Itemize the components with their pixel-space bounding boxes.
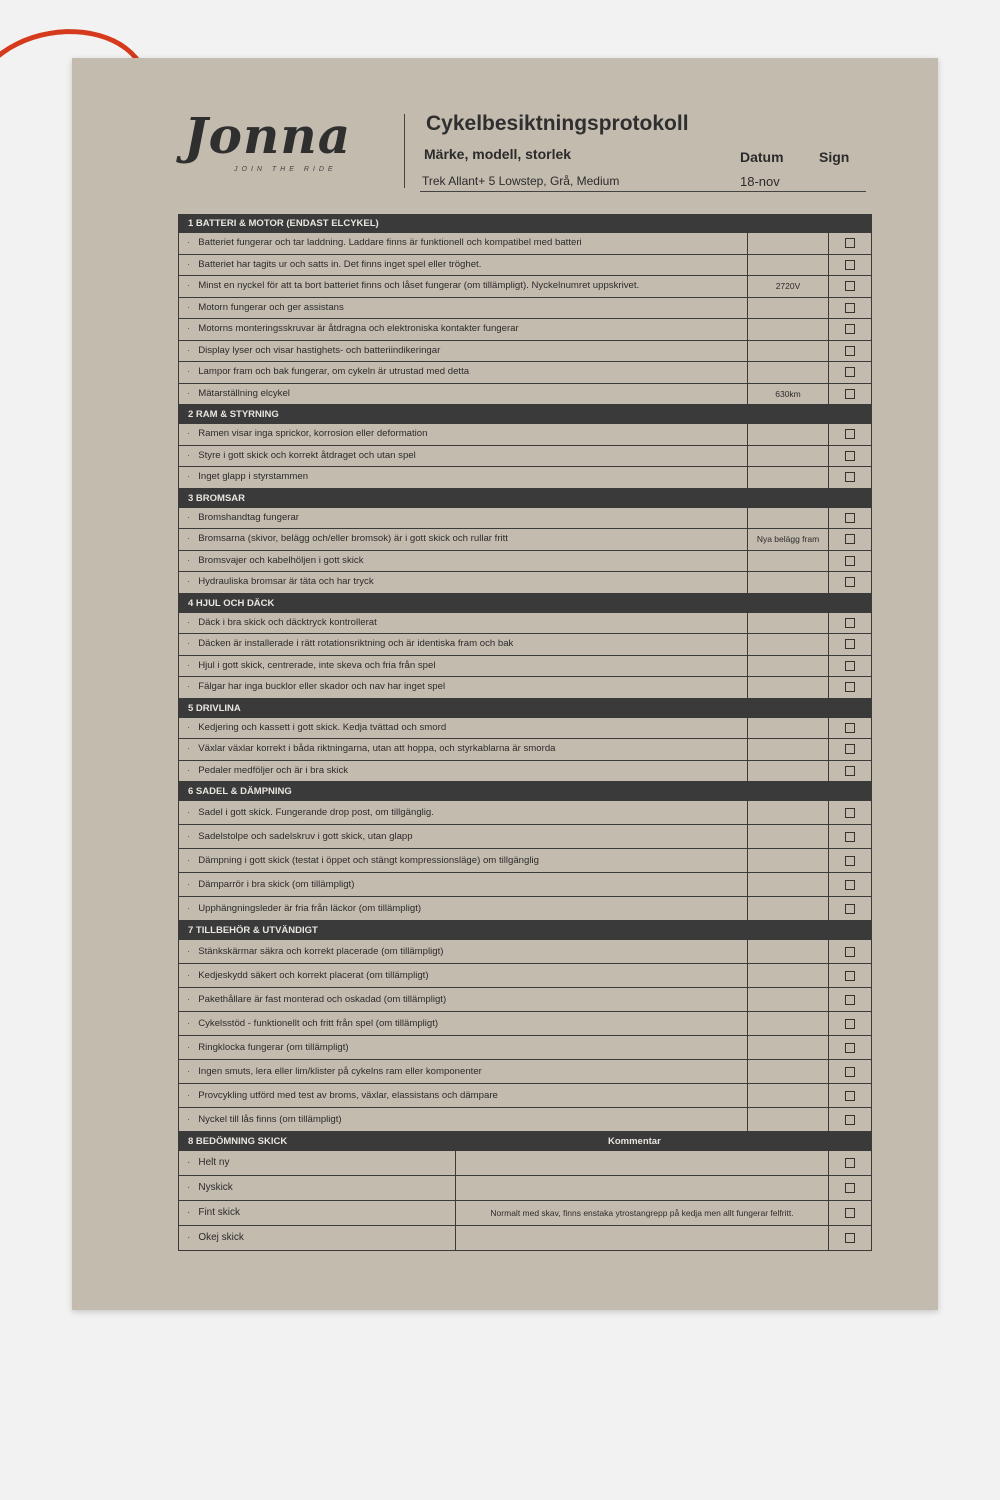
checklist-item-text: · Provcykling utförd med test av broms, växlar, elassistans och dämpare xyxy=(179,1084,748,1107)
checklist-item-text: · Inget glapp i styrstammen xyxy=(179,467,748,488)
checklist-checkbox-cell xyxy=(829,801,872,824)
checklist-row xyxy=(178,634,872,656)
section-header: 3 BROMSAR xyxy=(178,489,872,508)
checklist-item-text: · Mätarställning elcykel xyxy=(179,384,748,405)
checklist-item-note[interactable] xyxy=(748,298,829,319)
checklist-item-note[interactable]: 2720V xyxy=(748,276,829,297)
checklist-item-note[interactable] xyxy=(748,424,829,445)
sign-label: Sign xyxy=(819,149,850,165)
checkbox[interactable] xyxy=(845,1019,855,1029)
checklist-item-text: · Minst en nyckel för att ta bort batteriet finns och låset fungerar (om tillämpligt). Nyckelnumret uppskrivet. xyxy=(179,276,748,297)
checklist-checkbox-cell xyxy=(829,529,872,550)
checklist-row xyxy=(178,1060,872,1084)
checklist-item-note[interactable] xyxy=(748,467,829,488)
checklist-item-note[interactable] xyxy=(748,255,829,276)
checklist-checkbox-cell xyxy=(829,634,872,655)
checklist-checkbox-cell xyxy=(829,613,872,634)
checklist-item-note[interactable] xyxy=(748,1084,829,1107)
assessment-checkbox-cell xyxy=(829,1226,872,1250)
checklist-item-text: · Bromsvajer och kabelhöljen i gott skick xyxy=(179,551,748,572)
checklist-row xyxy=(178,446,872,468)
checklist-row xyxy=(178,551,872,573)
section-header: 6 SADEL & DÄMPNING xyxy=(178,782,872,801)
checklist-item-text: · Kedjering och kassett i gott skick. Kedja tvättad och smord xyxy=(179,718,748,739)
checklist-row xyxy=(178,825,872,849)
checklist-item-text: · Stänkskärmar säkra och korrekt placerade (om tillämpligt) xyxy=(179,940,748,963)
checklist-item-note[interactable] xyxy=(748,1060,829,1083)
checklist-item-text: · Styre i gott skick och korrekt åtdraget och utan spel xyxy=(179,446,748,467)
checkbox[interactable] xyxy=(845,1091,855,1101)
checklist-checkbox-cell xyxy=(829,1036,872,1059)
checklist-checkbox-cell xyxy=(829,873,872,896)
checklist-checkbox-cell xyxy=(829,255,872,276)
checklist-item-text: · Cykelsstöd - funktionellt och fritt från spel (om tillämpligt) xyxy=(179,1012,748,1035)
checklist-item-note[interactable] xyxy=(748,849,829,872)
checklist-row xyxy=(178,897,872,921)
checklist-row xyxy=(178,849,872,873)
checklist-row xyxy=(178,233,872,255)
checklist-item-note[interactable] xyxy=(748,988,829,1011)
checkbox[interactable] xyxy=(845,1233,855,1243)
assessment-label: · Nyskick xyxy=(179,1176,456,1200)
assessment-checkbox-cell xyxy=(829,1201,872,1225)
checkbox[interactable] xyxy=(845,367,855,377)
checkbox[interactable] xyxy=(845,947,855,957)
checklist-checkbox-cell xyxy=(829,446,872,467)
assessment-checkbox-cell xyxy=(829,1176,872,1200)
checklist-item-text: · Sadel i gott skick. Fungerande drop post, om tillgänglig. xyxy=(179,801,748,824)
checklist-item-note[interactable] xyxy=(748,940,829,963)
checklist-row xyxy=(178,1012,872,1036)
checklist-row xyxy=(178,739,872,761)
checkbox[interactable] xyxy=(845,808,855,818)
model-label: Märke, modell, storlek xyxy=(424,146,572,162)
date-label: Datum xyxy=(740,149,784,165)
checklist-item-text: · Hjul i gott skick, centrerade, inte skeva och fria från spel xyxy=(179,656,748,677)
checkbox[interactable] xyxy=(845,904,855,914)
section-header: 2 RAM & STYRNING xyxy=(178,405,872,424)
checkbox[interactable] xyxy=(845,429,855,439)
checkbox[interactable] xyxy=(845,1043,855,1053)
checklist-item-note[interactable]: Nya belägg fram xyxy=(748,529,829,550)
checklist-checkbox-cell xyxy=(829,384,872,405)
checkbox[interactable] xyxy=(845,682,855,692)
checkbox[interactable] xyxy=(845,238,855,248)
assessment-row xyxy=(178,1226,872,1251)
checklist-item-note[interactable] xyxy=(748,964,829,987)
checklist-item-text: · Display lyser och visar hastighets- och batteriindikeringar xyxy=(179,341,748,362)
checklist-row xyxy=(178,255,872,277)
checkbox[interactable] xyxy=(845,1183,855,1193)
section-header xyxy=(178,1132,872,1151)
checklist-item-text: · Batteriet fungerar och tar laddning. Laddare finns är funktionell och kompatibel med batteri xyxy=(179,233,748,254)
checklist-row xyxy=(178,529,872,551)
checkbox[interactable] xyxy=(845,556,855,566)
checkbox[interactable] xyxy=(845,766,855,776)
checklist-row xyxy=(178,940,872,964)
checklist-item-text: · Sadelstolpe och sadelskruv i gott skick, utan glapp xyxy=(179,825,748,848)
checklist-item-note[interactable] xyxy=(748,739,829,760)
checklist-item-text: · Pakethållare är fast monterad och oskadad (om tillämpligt) xyxy=(179,988,748,1011)
model-value[interactable]: Trek Allant+ 5 Lowstep, Grå, Medium xyxy=(422,174,620,188)
checklist-row xyxy=(178,384,872,406)
checklist-row xyxy=(178,801,872,825)
checklist-row xyxy=(178,276,872,298)
checklist-item-note[interactable] xyxy=(748,319,829,340)
checklist-item-text: · Däcken är installerade i rätt rotationsriktning och är identiska fram och bak xyxy=(179,634,748,655)
checklist-item-note[interactable]: 630km xyxy=(748,384,829,405)
checklist-item-note[interactable] xyxy=(748,613,829,634)
checkbox[interactable] xyxy=(845,577,855,587)
checklist-row xyxy=(178,656,872,678)
brand-tagline: JOIN THE RIDE xyxy=(234,166,337,173)
checklist-row xyxy=(178,1108,872,1132)
checklist-checkbox-cell xyxy=(829,988,872,1011)
checklist-checkbox-cell xyxy=(829,276,872,297)
checklist-item-text: · Motorn fungerar och ger assistans xyxy=(179,298,748,319)
checkbox[interactable] xyxy=(845,723,855,733)
brand-logo: Jonna xyxy=(184,106,352,165)
assessment-checkbox-cell xyxy=(829,1151,872,1175)
checklist-item-note[interactable] xyxy=(748,656,829,677)
assessment-row xyxy=(178,1201,872,1226)
checkbox[interactable] xyxy=(845,534,855,544)
checklist-item-text: · Ringklocka fungerar (om tillämpligt) xyxy=(179,1036,748,1059)
checkbox[interactable] xyxy=(845,281,855,291)
checklist-checkbox-cell xyxy=(829,572,872,593)
checkbox[interactable] xyxy=(845,995,855,1005)
checkbox[interactable] xyxy=(845,513,855,523)
checklist-checkbox-cell xyxy=(829,341,872,362)
assessment-label: · Okej skick xyxy=(179,1226,456,1250)
checklist-row xyxy=(178,718,872,740)
checklist-row xyxy=(178,761,872,783)
checklist-row xyxy=(178,341,872,363)
checklist-checkbox-cell xyxy=(829,739,872,760)
checklist-row xyxy=(178,964,872,988)
checklist-checkbox-cell xyxy=(829,825,872,848)
section-header: 4 HJUL OCH DÄCK xyxy=(178,594,872,613)
checklist-row xyxy=(178,508,872,530)
checklist-item-text: · Dämparrör i bra skick (om tillämpligt) xyxy=(179,873,748,896)
checklist-checkbox-cell xyxy=(829,551,872,572)
section-header: 5 DRIVLINA xyxy=(178,699,872,718)
checkbox[interactable] xyxy=(845,324,855,334)
checklist-checkbox-cell xyxy=(829,897,872,920)
checklist-item-note[interactable] xyxy=(748,897,829,920)
checkbox[interactable] xyxy=(845,639,855,649)
checklist-item-note[interactable] xyxy=(748,362,829,383)
checkbox[interactable] xyxy=(845,1115,855,1125)
section-header: 1 BATTERI & MOTOR (ENDAST ELCYKEL) xyxy=(178,214,872,233)
checklist-row xyxy=(178,1036,872,1060)
checklist-item-text: · Bromshandtag fungerar xyxy=(179,508,748,529)
checklist-checkbox-cell xyxy=(829,1084,872,1107)
checklist-row xyxy=(178,362,872,384)
sheet-header xyxy=(72,58,938,208)
checklist-item-text: · Lampor fram och bak fungerar, om cykeln är utrustad med detta xyxy=(179,362,748,383)
checklist-item-note[interactable] xyxy=(748,233,829,254)
checklist-item-text: · Motorns monteringsskruvar är åtdragna och elektroniska kontakter fungerar xyxy=(179,319,748,340)
checkbox[interactable] xyxy=(845,303,855,313)
checklist-item-note[interactable] xyxy=(748,1012,829,1035)
checklist-item-note[interactable] xyxy=(748,508,829,529)
checklist-item-note[interactable] xyxy=(748,341,829,362)
checkbox[interactable] xyxy=(845,1208,855,1218)
assessment-comment[interactable] xyxy=(456,1151,829,1175)
checkbox[interactable] xyxy=(845,451,855,461)
checklist xyxy=(178,214,872,1251)
checklist-item-note[interactable] xyxy=(748,446,829,467)
checkbox[interactable] xyxy=(845,260,855,270)
checklist-item-note[interactable] xyxy=(748,677,829,698)
date-value[interactable]: 18-nov xyxy=(740,174,780,189)
checklist-item-note[interactable] xyxy=(748,825,829,848)
checkbox[interactable] xyxy=(845,856,855,866)
assessment-title: 8 BEDÖMNING SKICK xyxy=(188,1136,288,1147)
checkbox[interactable] xyxy=(845,744,855,754)
checklist-item-text: · Hydrauliska bromsar är täta och har tryck xyxy=(179,572,748,593)
checklist-item-text: · Upphängningsleder är fria från läckor (om tillämpligt) xyxy=(179,897,748,920)
checklist-checkbox-cell xyxy=(829,424,872,445)
checklist-item-text: · Pedaler medföljer och är i bra skick xyxy=(179,761,748,782)
checklist-row xyxy=(178,613,872,635)
checklist-item-note[interactable] xyxy=(748,551,829,572)
checklist-checkbox-cell xyxy=(829,940,872,963)
checkbox[interactable] xyxy=(845,1158,855,1168)
checklist-checkbox-cell xyxy=(829,298,872,319)
checklist-item-text: · Bromsarna (skivor, belägg och/eller bromsok) är i gott skick och rullar fritt xyxy=(179,529,748,550)
checklist-row xyxy=(178,467,872,489)
assessment-row xyxy=(178,1151,872,1176)
checklist-item-text: · Ingen smuts, lera eller lim/klister på cykelns ram eller komponenter xyxy=(179,1060,748,1083)
checklist-item-note[interactable] xyxy=(748,1108,829,1131)
checkbox[interactable] xyxy=(845,971,855,981)
checklist-item-note[interactable] xyxy=(748,572,829,593)
checklist-item-note[interactable] xyxy=(748,801,829,824)
checkbox[interactable] xyxy=(845,1067,855,1077)
assessment-label: · Helt ny xyxy=(179,1151,456,1175)
checklist-checkbox-cell xyxy=(829,718,872,739)
checklist-checkbox-cell xyxy=(829,362,872,383)
checkbox[interactable] xyxy=(845,472,855,482)
checklist-checkbox-cell xyxy=(829,319,872,340)
assessment-comment[interactable]: Normalt med skav, finns enstaka ytrostangrepp på kedja men allt fungerar felfritt. xyxy=(456,1201,829,1225)
checklist-checkbox-cell xyxy=(829,656,872,677)
checklist-row xyxy=(178,572,872,594)
assessment-comment[interactable] xyxy=(456,1176,829,1200)
comment-header: Kommentar xyxy=(608,1136,661,1147)
checklist-item-note[interactable] xyxy=(748,1036,829,1059)
checklist-checkbox-cell xyxy=(829,233,872,254)
checklist-item-text: · Fälgar har inga bucklor eller skador och nav har inget spel xyxy=(179,677,748,698)
checklist-checkbox-cell xyxy=(829,1108,872,1131)
checklist-checkbox-cell xyxy=(829,677,872,698)
checklist-item-text: · Kedjeskydd säkert och korrekt placerat (om tillämpligt) xyxy=(179,964,748,987)
checklist-item-text: · Ramen visar inga sprickor, korrosion eller deformation xyxy=(179,424,748,445)
checklist-checkbox-cell xyxy=(829,467,872,488)
assessment-row xyxy=(178,1176,872,1201)
assessment-comment[interactable] xyxy=(456,1226,829,1250)
checklist-row xyxy=(178,424,872,446)
checkbox[interactable] xyxy=(845,661,855,671)
checklist-row xyxy=(178,873,872,897)
checkbox[interactable] xyxy=(845,880,855,890)
page-title: Cykelbesiktningsprotokoll xyxy=(426,112,689,135)
checklist-item-note[interactable] xyxy=(748,873,829,896)
checklist-item-note[interactable] xyxy=(748,718,829,739)
checklist-item-text: · Växlar växlar korrekt i båda riktningarna, utan att hoppa, och styrkablarna är smorda xyxy=(179,739,748,760)
checklist-row xyxy=(178,298,872,320)
checkbox[interactable] xyxy=(845,389,855,399)
section-header: 7 TILLBEHÖR & UTVÄNDIGT xyxy=(178,921,872,940)
checklist-item-note[interactable] xyxy=(748,761,829,782)
header-divider xyxy=(404,114,405,188)
checkbox[interactable] xyxy=(845,346,855,356)
header-rule xyxy=(420,191,866,192)
checklist-row xyxy=(178,319,872,341)
checklist-item-text: · Batteriet har tagits ur och satts in. Det finns inget spel eller tröghet. xyxy=(179,255,748,276)
checklist-item-text: · Nyckel till lås finns (om tillämpligt) xyxy=(179,1108,748,1131)
assessment-label: · Fint skick xyxy=(179,1201,456,1225)
checklist-row xyxy=(178,1084,872,1108)
checklist-row xyxy=(178,677,872,699)
checklist-checkbox-cell xyxy=(829,508,872,529)
checklist-item-note[interactable] xyxy=(748,634,829,655)
checklist-item-text: · Däck i bra skick och däcktryck kontrollerat xyxy=(179,613,748,634)
checklist-item-text: · Dämpning i gott skick (testat i öppet och stängt kompressionsläge) om tillgänglig xyxy=(179,849,748,872)
checkbox[interactable] xyxy=(845,832,855,842)
checklist-checkbox-cell xyxy=(829,761,872,782)
checklist-row xyxy=(178,988,872,1012)
checkbox[interactable] xyxy=(845,618,855,628)
checklist-checkbox-cell xyxy=(829,964,872,987)
inspection-sheet xyxy=(72,58,938,1310)
checklist-checkbox-cell xyxy=(829,849,872,872)
checklist-checkbox-cell xyxy=(829,1060,872,1083)
checklist-checkbox-cell xyxy=(829,1012,872,1035)
